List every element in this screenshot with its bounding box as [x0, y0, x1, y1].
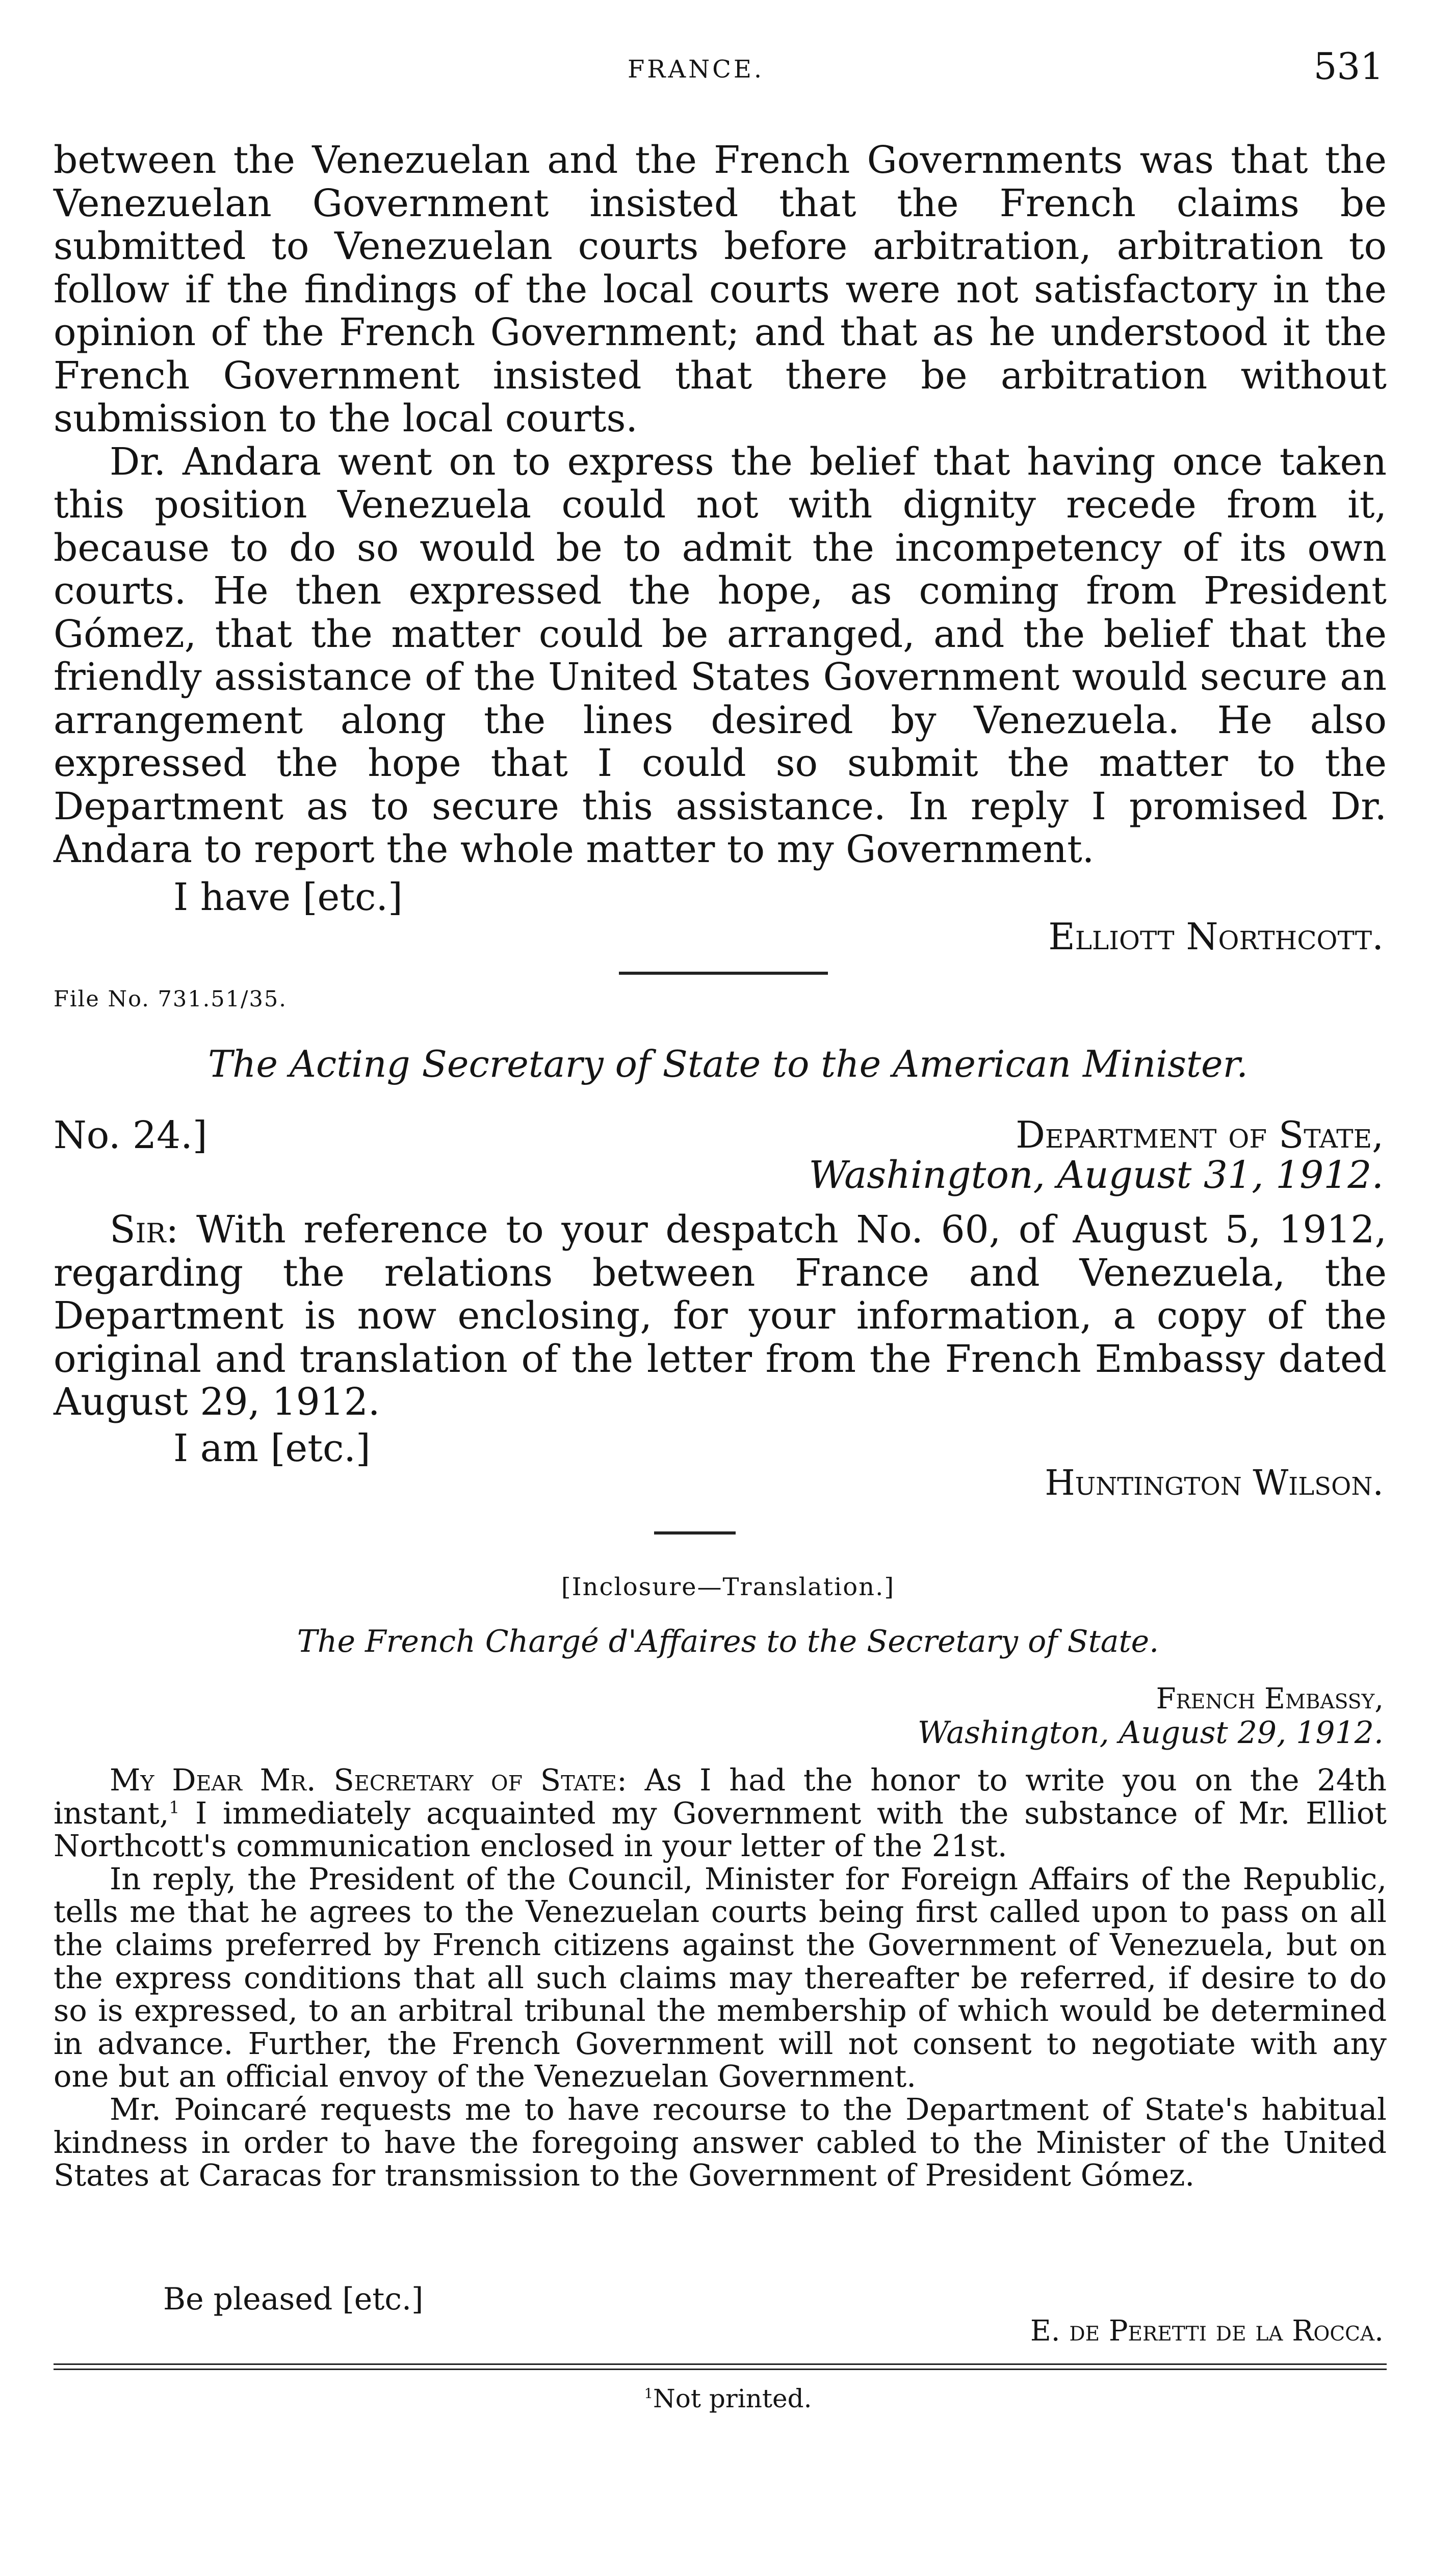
- letter1-signature: Elliott Northcott.: [1048, 915, 1384, 958]
- file-number: File No. 731.51/35.: [54, 986, 287, 1012]
- letter2-closing: I am [etc.]: [173, 1426, 371, 1470]
- inclosure-salutation: My Dear Mr. Secretary of State: [110, 1762, 617, 1798]
- footnote-mark: 1: [644, 2385, 653, 2402]
- inclosure-title: The French Chargé d'Affaires to the Secretary of State.: [297, 1624, 1159, 1659]
- inclosure-body: [54, 1764, 1387, 2192]
- inclosure-paragraph-1a: : As I had the honor to write you on the 24th instant,: [54, 1762, 1387, 1831]
- letter2-body-text: : With reference to your despatch No. 60, of August 5, 1912, regarding the relations between France and Venezuela, the Department is now enclosing, for your information, a copy of the original and translation of the letter from the French Embassy dated August 29, 1912.: [54, 1208, 1387, 1424]
- letter2-signature: Huntington Wilson.: [1045, 1463, 1384, 1503]
- inclosure-paragraph-3: Mr. Poincaré requests me to have recourse to the Department of State's habitual kindness in order to have the foregoing answer cabled to the Minister of the United States at Caracas for transmission to the Government of President Gómez.: [54, 2091, 1387, 2193]
- inclosure-paragraph-1b: I immediately acquainted my Government with the substance of Mr. Elliot Northcott's communication enclosed in your letter of the 21st.: [54, 1795, 1387, 1864]
- inclosure-paragraph-2: In reply, the President of the Council, Minister for Foreign Affairs of the Republic, tells me that he agrees to the Venezuelan courts being first called upon to pass on all the claims preferred by French citizens against the Government of Venezuela, but on the express conditions that all such claims may thereafter be referred, if desire to do so is expressed, to an arbitral tribunal the membership of which would be determined in advance. Further, the French Government will not consent to negotiate with any one but an official envoy of the Venezuelan Government.: [54, 1861, 1387, 2094]
- section-divider: [619, 972, 828, 975]
- letter1-paragraph-1: between the Venezuelan and the French Governments was that the Venezuelan Government insisted that the French claims be submitted to Venezuelan courts before arbitration, arbitration to follow if the findings of the local courts were not satisfactory in the opinion of the French Government; and that as he understood it the French Government insisted that there be arbitration without submission to the local courts.: [54, 138, 1387, 440]
- running-head: FRANCE.: [628, 55, 765, 84]
- inclosure-closing: Be pleased [etc.]: [163, 2281, 424, 2317]
- letter2-department: Department of State,: [1016, 1113, 1384, 1156]
- footnote-text: Not printed.: [653, 2384, 812, 2413]
- footnote-rule: [54, 2363, 1387, 2370]
- inclosure-embassy: French Embassy,: [1156, 1682, 1384, 1715]
- inclosure-heading: [Inclosure—Translation.]: [561, 1573, 895, 1601]
- letter2-place-date: Washington, August 31, 1912.: [809, 1153, 1384, 1197]
- section-divider-short: [654, 1531, 736, 1534]
- page-number: 531: [1313, 45, 1384, 88]
- letter2-number: No. 24.]: [54, 1113, 207, 1157]
- letter1-body: [54, 139, 1387, 871]
- footnote: [0, 2384, 1456, 2413]
- letter2-title: The Acting Secretary of State to the American Minister.: [208, 1043, 1248, 1085]
- inclosure-place-date: Washington, August 29, 1912.: [917, 1715, 1384, 1751]
- inclosure-signature: E. de Peretti de la Rocca.: [1030, 2314, 1384, 2348]
- letter2-salutation: Sir: [110, 1208, 166, 1252]
- letter2-body: [54, 1208, 1387, 1424]
- footnote-reference: 1: [169, 1797, 180, 1817]
- letter1-closing: I have [etc.]: [173, 875, 403, 919]
- letter1-paragraph-2: Dr. Andara went on to express the belief that having once taken this position Venezuela could not with dignity recede from it, because to do so would be to admit the incompetency of its own courts. He then expressed the hope, as coming from President Gómez, that the matter could be arranged, and the belief that the friendly assistance of the United States Government would secure an arrangement along the lines desired by Venezuela. He also expressed the hope that I could so submit the matter to the Department as to secure this assistance. In reply I promised Dr. Andara to report the whole matter to my Government.: [54, 439, 1387, 871]
